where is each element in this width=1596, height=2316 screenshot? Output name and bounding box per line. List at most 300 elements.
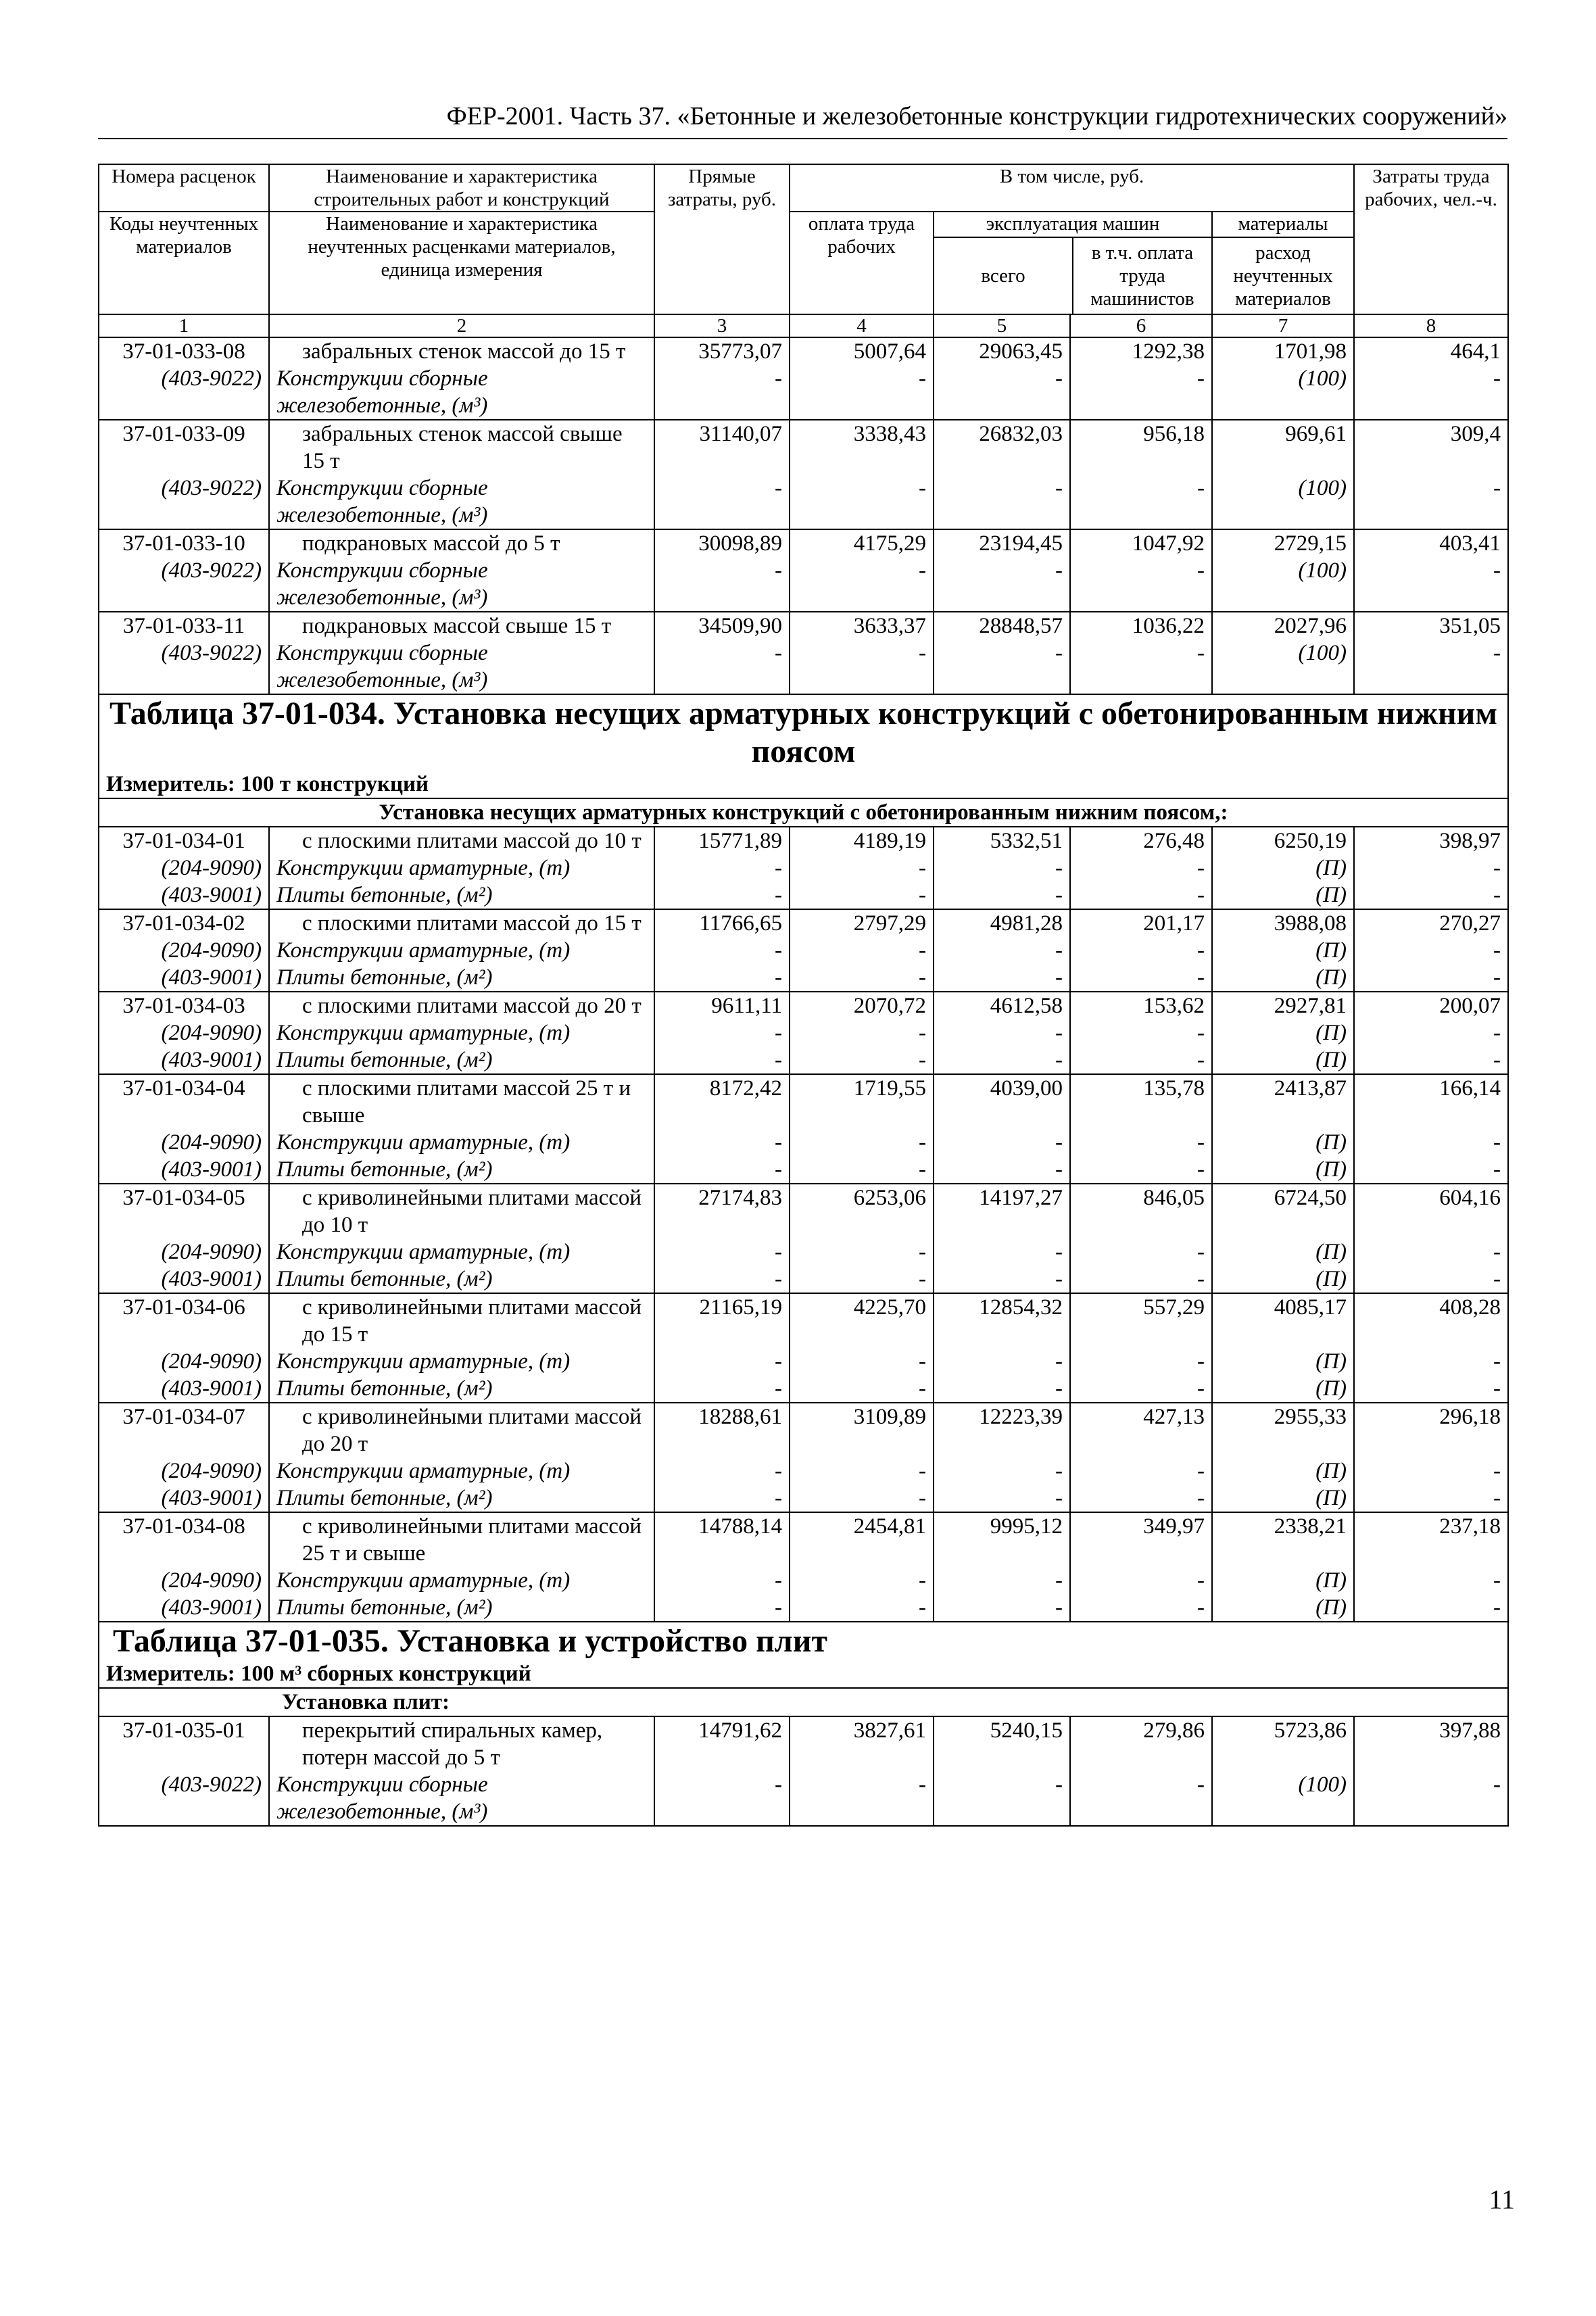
dash-cell: - xyxy=(790,1375,934,1403)
rate-row xyxy=(99,1716,1508,1771)
rate-name: подкрановых массой свыше 15 т xyxy=(269,612,654,640)
material-usage: (П) xyxy=(1212,1019,1354,1046)
material-usage: (П) xyxy=(1212,1375,1354,1403)
rate-name: перекрытий спиральных камер, потерн массой до 5 т xyxy=(269,1716,654,1771)
material-name: Плиты бетонные, (м²) xyxy=(269,1046,654,1074)
dash-cell: - xyxy=(1070,854,1212,882)
rate-value: 4189,19 xyxy=(790,827,934,854)
material-name: Конструкции арматурные, (т) xyxy=(269,937,654,964)
rate-name: забральных стенок массой до 15 т xyxy=(269,337,654,365)
dash-cell: - xyxy=(790,1348,934,1375)
material-name: Конструкции арматурные, (т) xyxy=(269,1238,654,1265)
dash-cell: - xyxy=(654,1457,790,1485)
material-code: (204-9090) xyxy=(99,1238,269,1265)
rate-code: 37-01-035-01 xyxy=(99,1716,269,1771)
dash-cell: - xyxy=(1354,1129,1508,1156)
section-row xyxy=(99,1688,1508,1716)
column-number: 1 xyxy=(99,314,269,337)
dash-cell: - xyxy=(790,1129,934,1156)
rate-name: с криволинейными плитами массой до 10 т xyxy=(269,1184,654,1238)
rate-value: 2413,87 xyxy=(1212,1074,1354,1129)
material-name: Конструкции сборные железобетонные, (м³) xyxy=(269,475,654,529)
dash-cell: - xyxy=(1354,854,1508,882)
dash-cell: - xyxy=(934,365,1070,420)
rate-row xyxy=(99,420,1508,475)
dash-cell: - xyxy=(934,1375,1070,1403)
dash-cell: - xyxy=(1070,1019,1212,1046)
material-name: Конструкции сборные железобетонные, (м³) xyxy=(269,365,654,420)
material-row xyxy=(99,937,1508,964)
rate-value: 4981,28 xyxy=(934,909,1070,937)
rate-value: 397,88 xyxy=(1354,1716,1508,1771)
rate-row xyxy=(99,529,1508,557)
material-row xyxy=(99,1594,1508,1622)
rate-value: 14788,14 xyxy=(654,1512,790,1567)
dash-cell: - xyxy=(1354,557,1508,612)
rate-value: 14197,27 xyxy=(934,1184,1070,1238)
material-code: (403-9001) xyxy=(99,1375,269,1403)
rate-value: 2797,29 xyxy=(790,909,934,937)
dash-cell: - xyxy=(790,1457,934,1485)
material-row xyxy=(99,1265,1508,1293)
rate-value: 2070,72 xyxy=(790,992,934,1019)
material-row xyxy=(99,1129,1508,1156)
rate-value: 27174,83 xyxy=(654,1184,790,1238)
rate-value: 35773,07 xyxy=(654,337,790,365)
rate-value: 1701,98 xyxy=(1212,337,1354,365)
section-label: Установка плит: xyxy=(99,1688,1508,1716)
dash-cell: - xyxy=(790,1771,934,1826)
material-row xyxy=(99,1567,1508,1594)
dash-cell: - xyxy=(1070,1265,1212,1293)
rate-value: 3827,61 xyxy=(790,1716,934,1771)
material-row xyxy=(99,1485,1508,1512)
rate-value: 15771,89 xyxy=(654,827,790,854)
rate-value: 309,4 xyxy=(1354,420,1508,475)
dash-cell: - xyxy=(934,882,1070,909)
dash-cell: - xyxy=(1070,1485,1212,1512)
rate-value: 6253,06 xyxy=(790,1184,934,1238)
dash-cell: - xyxy=(790,1046,934,1074)
rate-value: 18288,61 xyxy=(654,1403,790,1457)
dash-cell: - xyxy=(1354,1457,1508,1485)
dash-cell: - xyxy=(1070,475,1212,529)
col-work-name: Наименование и характеристика строительных работ и конструкций xyxy=(269,164,654,212)
col-machine-total: всего xyxy=(934,238,1073,314)
header-row-2 xyxy=(99,212,1508,314)
dash-cell: - xyxy=(1070,937,1212,964)
dash-cell: - xyxy=(790,1019,934,1046)
material-code: (403-9001) xyxy=(99,882,269,909)
rate-row xyxy=(99,1074,1508,1129)
rate-value: 21165,19 xyxy=(654,1293,790,1348)
dash-cell: - xyxy=(1354,1019,1508,1046)
material-usage: (П) xyxy=(1212,1156,1354,1184)
dash-cell: - xyxy=(654,1129,790,1156)
rate-name: с плоскими плитами массой до 20 т xyxy=(269,992,654,1019)
dash-cell: - xyxy=(1354,1375,1508,1403)
dash-cell: - xyxy=(1070,1238,1212,1265)
dash-cell: - xyxy=(934,1238,1070,1265)
dash-cell: - xyxy=(934,854,1070,882)
rate-value: 3988,08 xyxy=(1212,909,1354,937)
rate-name: подкрановых массой до 5 т xyxy=(269,529,654,557)
dash-cell: - xyxy=(1354,1485,1508,1512)
material-usage: (100) xyxy=(1212,365,1354,420)
dash-cell: - xyxy=(934,640,1070,694)
material-row xyxy=(99,1046,1508,1074)
rate-row xyxy=(99,1512,1508,1567)
material-code: (403-9022) xyxy=(99,640,269,694)
dash-cell: - xyxy=(654,937,790,964)
material-row xyxy=(99,1019,1508,1046)
rate-value: 270,27 xyxy=(1354,909,1508,937)
page-number: 11 xyxy=(1489,2184,1515,2215)
dash-cell: - xyxy=(1354,1348,1508,1375)
col-material-name: Наименование и характеристика неучтенных расценками материалов, единица измерения xyxy=(269,212,654,314)
material-name: Конструкции арматурные, (т) xyxy=(269,1348,654,1375)
rate-code: 37-01-034-07 xyxy=(99,1403,269,1457)
rate-value: 4085,17 xyxy=(1212,1293,1354,1348)
rate-name: с плоскими плитами массой 25 т и свыше xyxy=(269,1074,654,1129)
rate-name: с криволинейными плитами массой 25 т и свыше xyxy=(269,1512,654,1567)
dash-cell: - xyxy=(654,640,790,694)
dash-cell: - xyxy=(934,1019,1070,1046)
dash-cell: - xyxy=(654,1485,790,1512)
table-title: Таблица 37-01-035. Установка и устройство плит xyxy=(99,1622,1508,1660)
material-usage: (П) xyxy=(1212,1457,1354,1485)
dash-cell: - xyxy=(934,1265,1070,1293)
dash-cell: - xyxy=(654,1156,790,1184)
rate-value: 279,86 xyxy=(1070,1716,1212,1771)
rate-value: 5007,64 xyxy=(790,337,934,365)
rate-value: 1292,38 xyxy=(1070,337,1212,365)
dash-cell: - xyxy=(1354,1771,1508,1826)
header-rule xyxy=(98,138,1507,139)
rate-name: забральных стенок массой свыше 15 т xyxy=(269,420,654,475)
dash-cell: - xyxy=(1354,365,1508,420)
material-usage: (П) xyxy=(1212,1046,1354,1074)
rate-row xyxy=(99,992,1508,1019)
material-row xyxy=(99,1348,1508,1375)
rate-value: 276,48 xyxy=(1070,827,1212,854)
rate-value: 846,05 xyxy=(1070,1184,1212,1238)
rate-row xyxy=(99,337,1508,365)
column-number: 6 xyxy=(1070,314,1212,337)
dash-cell: - xyxy=(934,1485,1070,1512)
rate-value: 2338,21 xyxy=(1212,1512,1354,1567)
rate-value: 9995,12 xyxy=(934,1512,1070,1567)
material-usage: (П) xyxy=(1212,1265,1354,1293)
dash-cell: - xyxy=(1354,1046,1508,1074)
material-name: Конструкции арматурные, (т) xyxy=(269,1457,654,1485)
rate-value: 1047,92 xyxy=(1070,529,1212,557)
dash-cell: - xyxy=(790,557,934,612)
material-name: Плиты бетонные, (м²) xyxy=(269,1156,654,1184)
rate-value: 200,07 xyxy=(1354,992,1508,1019)
material-row xyxy=(99,365,1508,420)
material-row xyxy=(99,1375,1508,1403)
dash-cell: - xyxy=(790,964,934,992)
material-name: Конструкции арматурные, (т) xyxy=(269,854,654,882)
material-name: Конструкции арматурные, (т) xyxy=(269,1129,654,1156)
rate-row xyxy=(99,1184,1508,1238)
dash-cell: - xyxy=(1070,1156,1212,1184)
material-name: Конструкции сборные железобетонные, (м³) xyxy=(269,557,654,612)
material-code: (403-9001) xyxy=(99,1485,269,1512)
material-row xyxy=(99,964,1508,992)
col-direct-costs: Прямые затраты, руб. xyxy=(654,164,790,314)
rate-code: 37-01-034-04 xyxy=(99,1074,269,1129)
rate-value: 349,97 xyxy=(1070,1512,1212,1567)
rate-value: 23194,45 xyxy=(934,529,1070,557)
rate-value: 135,78 xyxy=(1070,1074,1212,1129)
dash-cell: - xyxy=(790,475,934,529)
rate-row xyxy=(99,1293,1508,1348)
material-name: Плиты бетонные, (м²) xyxy=(269,1485,654,1512)
material-usage: (П) xyxy=(1212,1485,1354,1512)
dash-cell: - xyxy=(654,1265,790,1293)
col-machinist-wages: в т.ч. оплата труда машинистов xyxy=(1090,242,1194,310)
rate-value: 5723,86 xyxy=(1212,1716,1354,1771)
dash-cell: - xyxy=(654,1771,790,1826)
header-row-1 xyxy=(99,164,1508,212)
material-code: (403-9022) xyxy=(99,1771,269,1826)
material-usage: (100) xyxy=(1212,640,1354,694)
rate-value: 2729,15 xyxy=(1212,529,1354,557)
material-name: Конструкции сборные железобетонные, (м³) xyxy=(269,1771,654,1826)
rate-value: 4039,00 xyxy=(934,1074,1070,1129)
dash-cell: - xyxy=(654,365,790,420)
rate-name: с криволинейными плитами массой до 15 т xyxy=(269,1293,654,1348)
material-row xyxy=(99,1771,1508,1826)
dash-cell: - xyxy=(1070,1594,1212,1622)
section-label: Установка несущих арматурных конструкций с обетонированным нижним поясом,: xyxy=(99,798,1508,827)
material-usage: (100) xyxy=(1212,557,1354,612)
material-row xyxy=(99,1156,1508,1184)
table-title-row xyxy=(99,694,1508,771)
dash-cell: - xyxy=(790,937,934,964)
rate-value: 3109,89 xyxy=(790,1403,934,1457)
rate-code: 37-01-034-02 xyxy=(99,909,269,937)
dash-cell: - xyxy=(654,1019,790,1046)
dash-cell: - xyxy=(790,1238,934,1265)
dash-cell: - xyxy=(934,1348,1070,1375)
rate-value: 2454,81 xyxy=(790,1512,934,1567)
dash-cell: - xyxy=(934,1771,1070,1826)
col-machines xyxy=(934,212,1212,314)
rate-value: 296,18 xyxy=(1354,1403,1508,1457)
dash-cell: - xyxy=(654,1046,790,1074)
dash-cell: - xyxy=(1354,1594,1508,1622)
dash-cell: - xyxy=(934,1567,1070,1594)
rate-value: 201,17 xyxy=(1070,909,1212,937)
rate-name: с криволинейными плитами массой до 20 т xyxy=(269,1403,654,1457)
rate-code: 37-01-033-08 xyxy=(99,337,269,365)
column-number: 3 xyxy=(654,314,790,337)
rate-code: 37-01-033-10 xyxy=(99,529,269,557)
dash-cell: - xyxy=(790,1594,934,1622)
rate-value: 3338,43 xyxy=(790,420,934,475)
material-code: (204-9090) xyxy=(99,854,269,882)
dash-cell: - xyxy=(1070,882,1212,909)
material-name: Плиты бетонные, (м²) xyxy=(269,1265,654,1293)
rate-value: 34509,90 xyxy=(654,612,790,640)
rate-value: 14791,62 xyxy=(654,1716,790,1771)
dash-cell: - xyxy=(790,1485,934,1512)
material-code: (204-9090) xyxy=(99,1567,269,1594)
meter-label: Измеритель: 100 м³ сборных конструкций xyxy=(99,1660,1508,1688)
meter-row xyxy=(99,1660,1508,1688)
dash-cell: - xyxy=(654,1375,790,1403)
dash-cell: - xyxy=(1070,1457,1212,1485)
col-materials-label: материалы xyxy=(1213,212,1353,238)
rate-name: с плоскими плитами массой до 10 т xyxy=(269,827,654,854)
material-usage: (П) xyxy=(1212,854,1354,882)
dash-cell: - xyxy=(790,1567,934,1594)
material-usage: (П) xyxy=(1212,1348,1354,1375)
rate-value: 166,14 xyxy=(1354,1074,1508,1129)
material-usage: (100) xyxy=(1212,1771,1354,1826)
dash-cell: - xyxy=(934,557,1070,612)
col-materials xyxy=(1212,212,1354,314)
dash-cell: - xyxy=(1070,557,1212,612)
dash-cell: - xyxy=(790,1265,934,1293)
col-wages: оплата труда рабочих xyxy=(790,212,934,314)
dash-cell: - xyxy=(1070,1046,1212,1074)
rate-value: 237,18 xyxy=(1354,1512,1508,1567)
material-usage: (П) xyxy=(1212,882,1354,909)
dash-cell: - xyxy=(654,1348,790,1375)
rate-value: 28848,57 xyxy=(934,612,1070,640)
rate-value: 1036,22 xyxy=(1070,612,1212,640)
meter-row xyxy=(99,771,1508,798)
material-code: (204-9090) xyxy=(99,937,269,964)
dash-cell: - xyxy=(654,964,790,992)
dash-cell: - xyxy=(1354,475,1508,529)
dash-cell: - xyxy=(1070,1771,1212,1826)
dash-cell: - xyxy=(934,1457,1070,1485)
dash-cell: - xyxy=(1354,1567,1508,1594)
rate-value: 29063,45 xyxy=(934,337,1070,365)
rate-value: 5240,15 xyxy=(934,1716,1070,1771)
rate-value: 26832,03 xyxy=(934,420,1070,475)
col-material-codes: Коды неучтенных материалов xyxy=(99,212,269,314)
dash-cell: - xyxy=(1354,937,1508,964)
dash-cell: - xyxy=(1070,1129,1212,1156)
dash-cell: - xyxy=(1354,640,1508,694)
material-name: Плиты бетонные, (м²) xyxy=(269,1375,654,1403)
material-usage: (П) xyxy=(1212,1129,1354,1156)
dash-cell: - xyxy=(1354,1238,1508,1265)
dash-cell: - xyxy=(934,1129,1070,1156)
column-number: 8 xyxy=(1354,314,1508,337)
rate-value: 4612,58 xyxy=(934,992,1070,1019)
rate-value: 153,62 xyxy=(1070,992,1212,1019)
rate-row xyxy=(99,909,1508,937)
material-code: (403-9022) xyxy=(99,365,269,420)
rate-value: 6724,50 xyxy=(1212,1184,1354,1238)
rate-value: 604,16 xyxy=(1354,1184,1508,1238)
material-usage: (П) xyxy=(1212,1567,1354,1594)
dash-cell: - xyxy=(654,854,790,882)
dash-cell: - xyxy=(1070,1375,1212,1403)
material-usage: (П) xyxy=(1212,937,1354,964)
dash-cell: - xyxy=(1070,1348,1212,1375)
table-title-row xyxy=(99,1622,1508,1660)
rate-value: 3633,37 xyxy=(790,612,934,640)
material-name: Плиты бетонные, (м²) xyxy=(269,882,654,909)
rate-code: 37-01-034-01 xyxy=(99,827,269,854)
dash-cell: - xyxy=(934,1594,1070,1622)
material-row xyxy=(99,475,1508,529)
col-rate-number: Номера расценок xyxy=(99,164,269,212)
material-row xyxy=(99,640,1508,694)
rate-value: 12854,32 xyxy=(934,1293,1070,1348)
rate-value: 464,1 xyxy=(1354,337,1508,365)
material-usage: (П) xyxy=(1212,1238,1354,1265)
rate-value: 403,41 xyxy=(1354,529,1508,557)
material-code: (403-9022) xyxy=(99,557,269,612)
material-name: Конструкции арматурные, (т) xyxy=(269,1567,654,1594)
material-usage: (П) xyxy=(1212,1594,1354,1622)
rate-value: 956,18 xyxy=(1070,420,1212,475)
material-code: (403-9022) xyxy=(99,475,269,529)
dash-cell: - xyxy=(1354,964,1508,992)
rate-value: 4225,70 xyxy=(790,1293,934,1348)
rate-code: 37-01-034-05 xyxy=(99,1184,269,1238)
rate-value: 9611,11 xyxy=(654,992,790,1019)
running-header: ФЕР-2001. Часть 37. «Бетонные и железобетонные конструкции гидротехнических сооружений» xyxy=(446,102,1507,130)
material-name: Плиты бетонные, (м²) xyxy=(269,964,654,992)
dash-cell: - xyxy=(1354,1265,1508,1293)
rate-code: 37-01-034-03 xyxy=(99,992,269,1019)
column-number: 4 xyxy=(790,314,934,337)
rate-value: 969,61 xyxy=(1212,420,1354,475)
material-code: (403-9001) xyxy=(99,1156,269,1184)
rate-value: 427,13 xyxy=(1070,1403,1212,1457)
dash-cell: - xyxy=(1070,640,1212,694)
dash-cell: - xyxy=(934,475,1070,529)
rate-value: 6250,19 xyxy=(1212,827,1354,854)
rate-value: 8172,42 xyxy=(654,1074,790,1129)
col-including: В том числе, руб. xyxy=(790,164,1354,212)
material-code: (204-9090) xyxy=(99,1129,269,1156)
rate-value: 11766,65 xyxy=(654,909,790,937)
dash-cell: - xyxy=(654,1567,790,1594)
dash-cell: - xyxy=(790,1156,934,1184)
rate-value: 30098,89 xyxy=(654,529,790,557)
material-name: Конструкции арматурные, (т) xyxy=(269,1019,654,1046)
material-code: (403-9001) xyxy=(99,1594,269,1622)
rate-value: 1719,55 xyxy=(790,1074,934,1129)
column-number: 2 xyxy=(269,314,654,337)
dash-cell: - xyxy=(790,640,934,694)
dash-cell: - xyxy=(654,882,790,909)
section-row xyxy=(99,798,1508,827)
material-usage: (100) xyxy=(1212,475,1354,529)
rate-code: 37-01-034-08 xyxy=(99,1512,269,1567)
rate-value: 351,05 xyxy=(1354,612,1508,640)
dash-cell: - xyxy=(934,964,1070,992)
column-number: 5 xyxy=(934,314,1070,337)
rate-value: 408,28 xyxy=(1354,1293,1508,1348)
dash-cell: - xyxy=(934,1156,1070,1184)
rate-row xyxy=(99,1403,1508,1457)
rate-row xyxy=(99,827,1508,854)
rate-code: 37-01-034-06 xyxy=(99,1293,269,1348)
dash-cell: - xyxy=(1070,1567,1212,1594)
